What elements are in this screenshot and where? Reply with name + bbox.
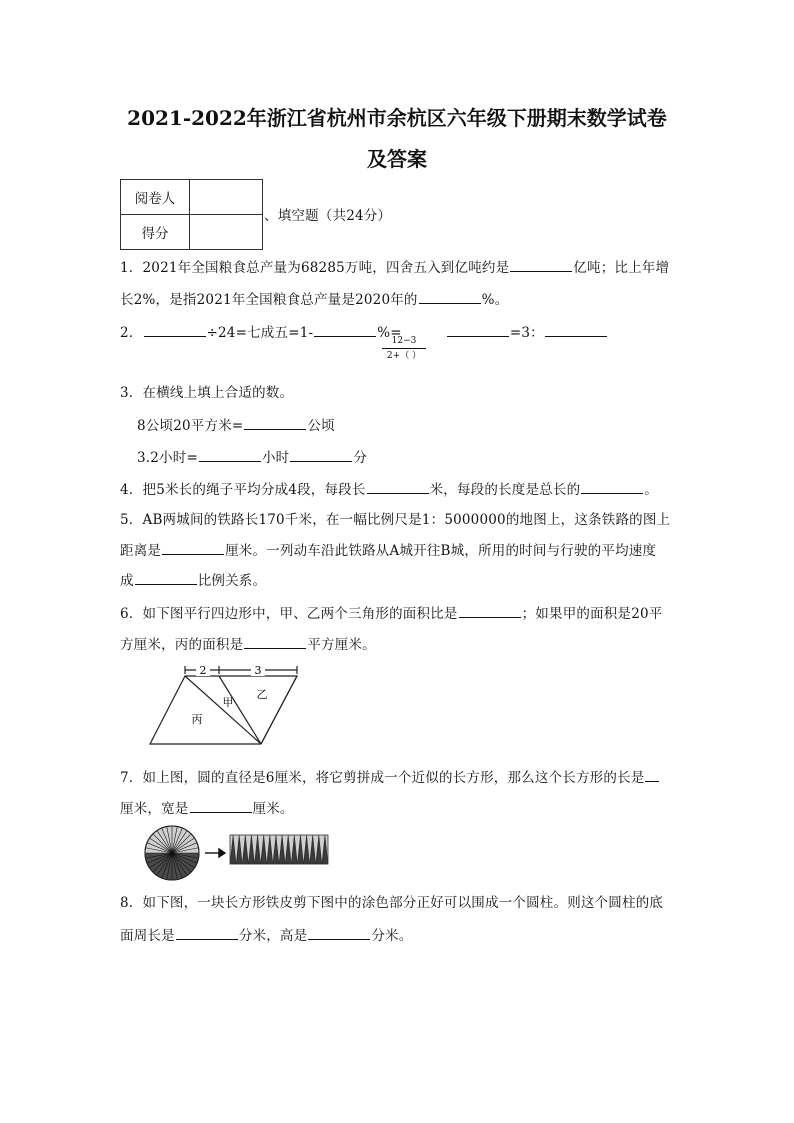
q2-fraction: $\frac{12-3}{2+( )}$ — [382, 336, 426, 361]
approx-rectangle — [230, 835, 328, 864]
q8-blank1[interactable] — [176, 925, 238, 940]
segment-left-diagonal — [185, 676, 261, 744]
q8-line2: 面周长是 分米，高是 分米。 — [120, 925, 412, 946]
q5-blank1[interactable] — [162, 540, 224, 555]
q2-blank4[interactable] — [545, 322, 607, 337]
q4-line: 4．把5米长的绳子平均分成4段，每段长 米，每段的长度是总长的 。 — [120, 479, 658, 500]
q2-blank1[interactable] — [144, 322, 206, 337]
q7-line1: 7．如上图，圆的直径是6厘米，将它剪拼成一个近似的长方形，那么这个长方形的长是 — [120, 767, 660, 788]
label-jia: 甲 — [222, 696, 234, 709]
q3-line2: 8公顷20平方米= 公顷 — [137, 415, 335, 436]
segment-right-edge — [261, 676, 297, 744]
score-label: 得分 — [121, 215, 190, 250]
q3-blank1[interactable] — [244, 415, 306, 430]
segment-mid-line — [219, 676, 261, 744]
q1-line1: 1．2021年全国粮食总产量为68285万吨，四舍五入到亿吨约是 亿吨；比上年增 — [120, 257, 669, 278]
q7-blank1[interactable] — [645, 767, 659, 782]
q2-blank3[interactable] — [447, 322, 509, 337]
q4-blank2[interactable] — [581, 479, 643, 494]
q8-blank2[interactable] — [308, 925, 370, 940]
label-yi: 乙 — [256, 688, 268, 701]
parallelogram-figure — [145, 662, 305, 748]
q5-line2: 距离是 厘米。一列动车沿此铁路从A城开往B城，所用的时间与行驶的平均速度 — [120, 540, 656, 561]
q1-line2: 长2%，是指2021年全国粮食总产量是2020年的 %。 — [120, 289, 508, 310]
q6-blank2[interactable] — [244, 634, 306, 649]
q3-line3: 3.2小时= 小时 分 — [137, 447, 367, 468]
q2-line: 2． ÷24=七成五=1- %= =3： — [120, 322, 608, 343]
q7-blank2[interactable] — [190, 798, 252, 813]
q2-blank2[interactable] — [314, 322, 376, 337]
q1-blank2[interactable] — [419, 289, 481, 304]
label-3: 3 — [254, 664, 262, 677]
q6-blank1[interactable] — [459, 603, 521, 618]
grader-box — [120, 179, 263, 250]
q6-line1: 6．如下图平行四边形中，甲、乙两个三角形的面积比是 ；如果甲的面积是20平 — [120, 603, 662, 624]
label-bing: 丙 — [191, 713, 203, 726]
q3-blank3[interactable] — [290, 447, 352, 462]
q5-line3: 成 比例关系。 — [120, 570, 266, 591]
q1-blank1[interactable] — [510, 257, 572, 272]
q5-line1: 5．AB两城间的铁路长170千米，在一幅比例尺是1：5000000的地图上，这条铁路的图上 — [120, 512, 671, 528]
q6-line2: 方厘米，丙的面积是 平方厘米。 — [120, 634, 376, 655]
q7-line2: 厘米，宽是 厘米。 — [120, 798, 294, 819]
arrow-icon — [205, 849, 225, 857]
circle-to-rectangle-figure — [144, 824, 330, 882]
q3-line1: 3．在横线上填上合适的数。 — [120, 385, 294, 401]
reviewer-cell[interactable] — [190, 180, 263, 215]
score-cell[interactable] — [190, 215, 263, 250]
sectored-circle — [145, 826, 199, 880]
q8-line1: 8．如下图，一块长方形铁皮剪下图中的涂色部分正好可以围成一个圆柱。则这个圆柱的底 — [120, 895, 664, 911]
section1-heading: 、填空题（共24分） — [264, 208, 392, 224]
q5-blank2[interactable] — [135, 570, 197, 585]
q3-blank2[interactable] — [199, 447, 261, 462]
doc-title-line2: 及答案 — [367, 147, 427, 171]
label-2: 2 — [199, 664, 207, 677]
doc-title-line1: 2021-2022年浙江省杭州市余杭区六年级下册期末数学试卷 — [127, 106, 667, 130]
reviewer-label: 阅卷人 — [121, 180, 190, 215]
q4-blank1[interactable] — [367, 479, 429, 494]
